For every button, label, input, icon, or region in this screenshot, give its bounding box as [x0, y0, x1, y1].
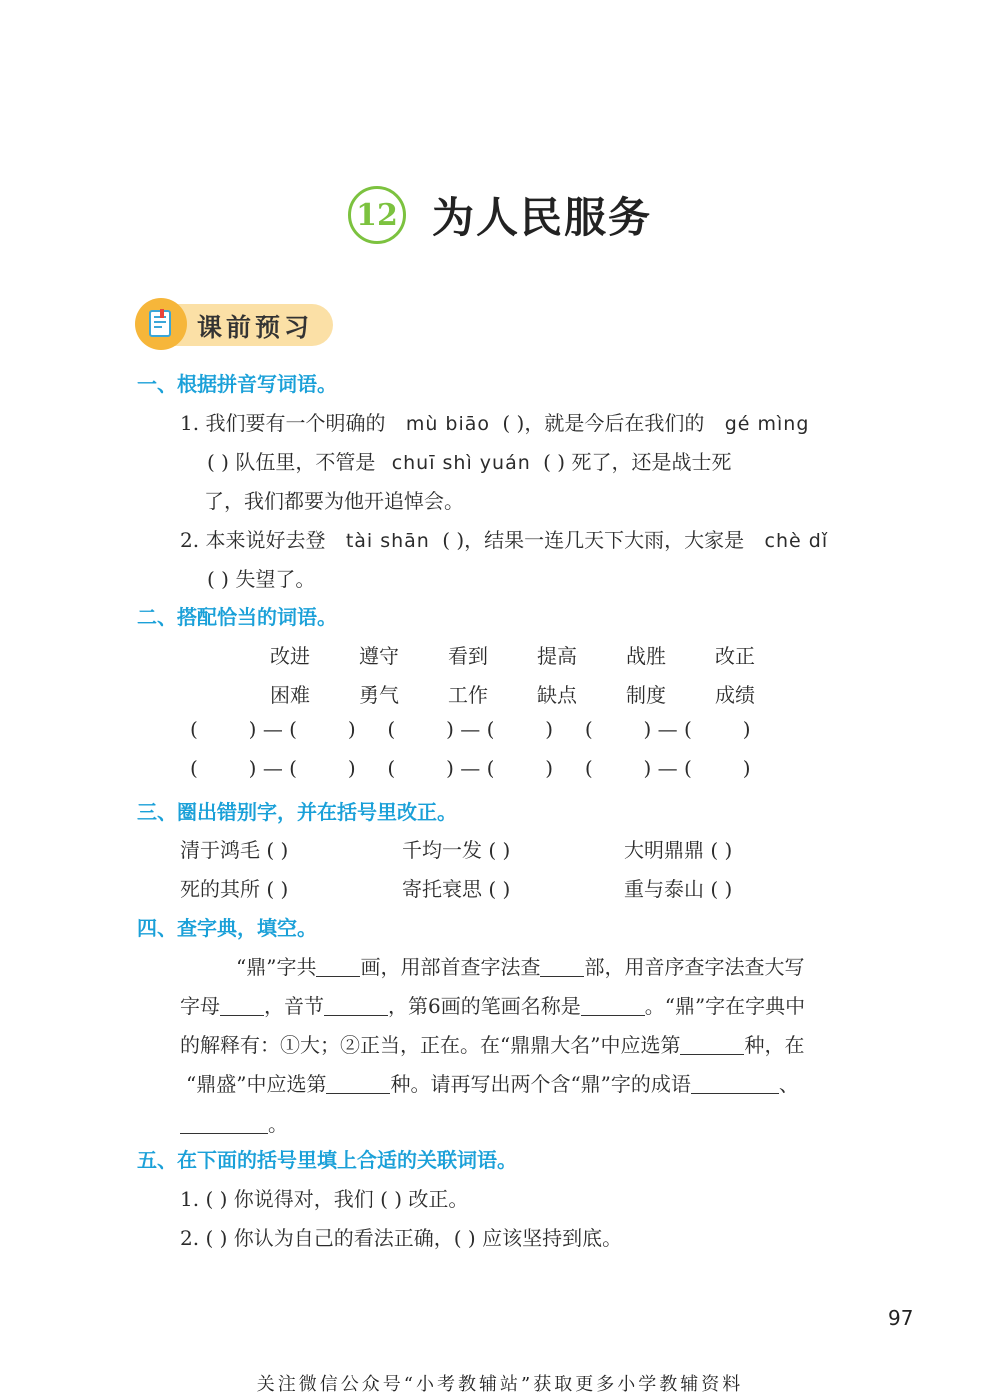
pinyin-chuishiyuan: chuī shì yuán: [391, 452, 531, 474]
section-2-heading: 二、搭配恰当的词语。: [137, 605, 337, 629]
pinyin-taishan: tài shān: [345, 530, 430, 552]
page-number: 97: [888, 1306, 914, 1330]
match-line-2: ( ) — ( ) ( ) — ( ) ( ) — ( ): [190, 756, 751, 780]
s5-q2: 2. ( ) 你认为自己的看法正确，( ) 应该坚持到底。: [180, 1226, 623, 1250]
blank[interactable]: [581, 995, 645, 1016]
pinyin-chedi: chè dǐ: [764, 530, 829, 552]
s1-q2-line2: ( ) 失望了。: [207, 567, 316, 591]
s1-q1-line1: 1. 我们要有一个明确的 mù biāo ( )，就是今后在我们的 gé mìng: [180, 411, 810, 435]
preview-label: 课前预习: [197, 313, 314, 342]
s3-item: 清于鸿毛 ( ): [180, 838, 289, 862]
footer-note: 关注微信公众号“小考教辅站”获取更多小学教辅资料: [256, 1374, 744, 1395]
blank[interactable]: [680, 1034, 744, 1055]
blank[interactable]: [316, 956, 360, 977]
s3-item: 死的其所 ( ): [180, 877, 289, 901]
blank[interactable]: [540, 956, 584, 977]
s4-line2: 字母 ，音节 ，第6画的笔画名称是 。“鼎”字在字典中: [180, 994, 806, 1018]
section-3-heading: 三、圈出错别字，并在括号里改正。: [137, 800, 457, 824]
word-row-1: 改进 遵守 看到 提高 战胜 改正: [270, 644, 755, 668]
book-icon: [135, 298, 187, 350]
pinyin-geming: gé mìng: [724, 413, 810, 435]
s1-q2-line1: 2. 本来说好去登 tài shān ( )，结果一连几天下大雨，大家是 chè dǐ: [180, 528, 829, 552]
blank[interactable]: [326, 1073, 390, 1094]
lesson-number-badge: 12: [348, 186, 406, 244]
s1-q1-line3: 了，我们都要为他开追悼会。: [204, 489, 464, 513]
s4-line5: 。: [180, 1108, 288, 1137]
blank[interactable]: [324, 995, 388, 1016]
preview-section-badge: [135, 298, 333, 350]
blank[interactable]: [220, 995, 264, 1016]
blank[interactable]: [180, 1113, 268, 1134]
section-5-heading: 五、在下面的括号里填上合适的关联词语。: [137, 1148, 517, 1172]
s1-q1-line2: ( ) 队伍里，不管是 chuī shì yuán ( ) 死了，还是战士死: [207, 450, 732, 474]
s4-line1: “鼎”字共 画，用部首查字法查 部，用音序查字法查大写: [236, 955, 805, 979]
lesson-title-block: [0, 185, 1000, 245]
s3-item: 重与泰山 ( ): [624, 877, 733, 901]
section-4-heading: 四、查字典，填空。: [137, 916, 317, 940]
blank[interactable]: [691, 1073, 779, 1094]
match-line-1: ( ) — ( ) ( ) — ( ) ( ) — ( ): [190, 717, 751, 741]
s3-item: 大明鼎鼎 ( ): [624, 838, 733, 862]
pinyin-mubiao: mù biāo: [405, 413, 491, 435]
s5-q1: 1. ( ) 你说得对，我们 ( ) 改正。: [180, 1187, 469, 1211]
s4-line4: “鼎盛”中应选第 种。请再写出两个含“鼎”字的成语 、: [186, 1072, 799, 1096]
s3-item: 寄托衰思 ( ): [402, 877, 511, 901]
word-row-2: 困难 勇气 工作 缺点 制度 成绩: [270, 683, 755, 707]
s4-line3: 的解释有：①大；②正当，正在。在“鼎鼎大名”中应选第 种，在: [180, 1033, 805, 1057]
lesson-title: 为人民服务: [431, 193, 652, 242]
section-1-heading: 一、根据拼音写词语。: [137, 372, 337, 396]
s3-item: 千均一发 ( ): [402, 838, 511, 862]
